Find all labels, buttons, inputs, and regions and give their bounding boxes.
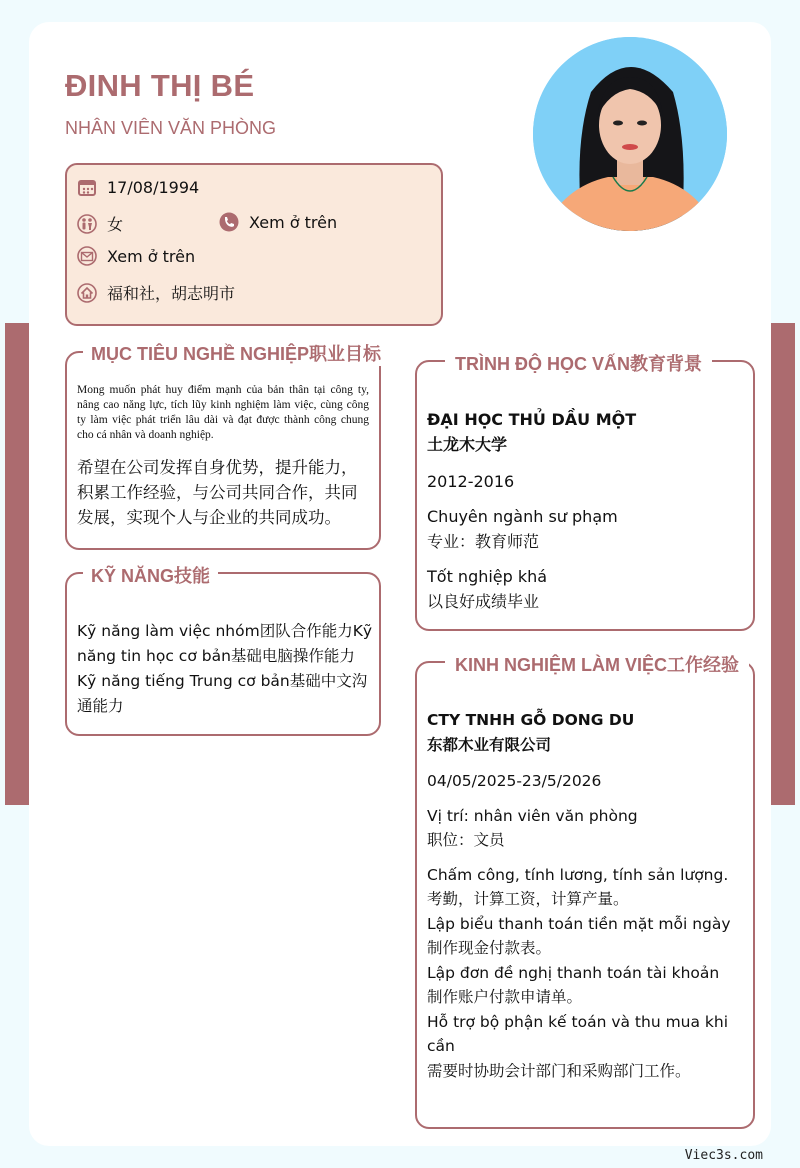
email-row bbox=[77, 246, 195, 266]
education-major-zh: 专业：教育师范 bbox=[427, 532, 540, 551]
profile-photo bbox=[533, 37, 727, 231]
duty-line: Lập đơn đề nghị thanh toán tài khoản bbox=[427, 963, 720, 982]
education-years: 2012-2016 bbox=[427, 472, 515, 491]
work-period: 04/05/2025-23/5/2026 bbox=[427, 772, 602, 790]
objective-text-zh bbox=[77, 455, 379, 530]
gender-row bbox=[77, 212, 123, 235]
duty-line: Lập biểu thanh toán tiền mặt mỗi ngày bbox=[427, 914, 731, 933]
home-icon bbox=[77, 283, 97, 303]
school-name: ĐẠI HỌC THỦ DẦU MỘT bbox=[427, 410, 637, 429]
skills-list bbox=[77, 619, 387, 719]
education-major: Chuyên ngành sư phạm bbox=[427, 507, 618, 526]
duty-line: Chấm công, tính lương, tính sản lượng. bbox=[427, 865, 729, 884]
contact-info-box bbox=[65, 163, 443, 326]
duty-line: 需要时协助会计部门和采购部门工作。 bbox=[427, 1061, 691, 1080]
work-position: Vị trí: nhân viên văn phòng bbox=[427, 806, 638, 825]
email-value: Xem ở trên bbox=[107, 246, 196, 266]
experience-content bbox=[427, 708, 745, 1083]
skill-line: năng tin học cơ bản基础电脑操作能力 bbox=[77, 647, 355, 665]
side-band-left bbox=[5, 323, 29, 805]
company-name: CTY TNHH GỖ DONG DU bbox=[427, 711, 635, 729]
mail-icon bbox=[77, 246, 97, 266]
education-title: TRÌNH ĐỘ HỌC VẤN教育背景 bbox=[445, 350, 712, 376]
duties-list bbox=[427, 863, 745, 1084]
duty-line: 制作现金付款表。 bbox=[427, 939, 552, 957]
watermark: Viec3s.com bbox=[684, 1148, 763, 1163]
work-position-zh: 职位：文员 bbox=[427, 831, 505, 849]
education-grade-zh: 以良好成绩毕业 bbox=[427, 592, 540, 611]
gender-value: 女 bbox=[107, 215, 124, 234]
duty-line: Hỗ trợ bộ phận kế toán và thu mua khi bbox=[427, 1012, 729, 1031]
phone-value: Xem ở trên bbox=[249, 212, 338, 232]
skill-line: Kỹ năng làm việc nhóm团队合作能力Kỹ bbox=[77, 622, 373, 640]
phone-row bbox=[219, 212, 337, 232]
objective-text-vi: Mong muốn phát huy điểm mạnh của bản thân tại công ty, nâng cao năng lực, tích lũy kinh nghiệm làm việc, cùng công ty làm việc phát triển lâu dài và đạt được thành công chung cho cá nhân và doanh nghiệp. bbox=[77, 384, 369, 441]
birthdate-row bbox=[77, 177, 199, 197]
objective-line: 积累工作经验，与公司共同合作，共同 bbox=[77, 483, 358, 502]
objective-title: MỤC TIÊU NGHỀ NGHIỆP职业目标 bbox=[83, 340, 389, 366]
education-content bbox=[427, 407, 743, 614]
candidate-name: ĐINH THỊ BÉ bbox=[65, 68, 255, 103]
phone-icon bbox=[219, 212, 239, 232]
duty-line: 考勤，计算工资，计算产量。 bbox=[427, 890, 629, 908]
address-row bbox=[77, 281, 235, 304]
candidate-title: NHÂN VIÊN VĂN PHÒNG bbox=[65, 118, 277, 138]
objective-line: 发展，实现个人与企业的共同成功。 bbox=[77, 508, 341, 527]
birthdate-value: 17/08/1994 bbox=[107, 177, 200, 197]
duty-line: cần bbox=[427, 1037, 455, 1055]
education-grade: Tốt nghiệp khá bbox=[427, 567, 548, 586]
side-band-right bbox=[771, 323, 795, 805]
skill-line: Kỹ năng tiếng Trung cơ bản基础中文沟 bbox=[77, 672, 368, 690]
duty-line: 制作账户付款申请单。 bbox=[427, 988, 583, 1006]
skill-line: 通能力 bbox=[77, 697, 124, 715]
school-name-zh: 土龙木大学 bbox=[427, 435, 508, 454]
skills-title: KỸ NĂNG技能 bbox=[83, 562, 218, 588]
address-value: 福和社，胡志明市 bbox=[107, 284, 236, 303]
objective-line: 希望在公司发挥自身优势，提升能力， bbox=[77, 458, 358, 477]
experience-title: KINH NGHIỆM LÀM VIỆC工作经验 bbox=[445, 651, 749, 677]
gender-icon bbox=[77, 214, 97, 234]
company-name-zh: 东都木业有限公司 bbox=[427, 735, 552, 754]
calendar-icon bbox=[77, 177, 97, 197]
